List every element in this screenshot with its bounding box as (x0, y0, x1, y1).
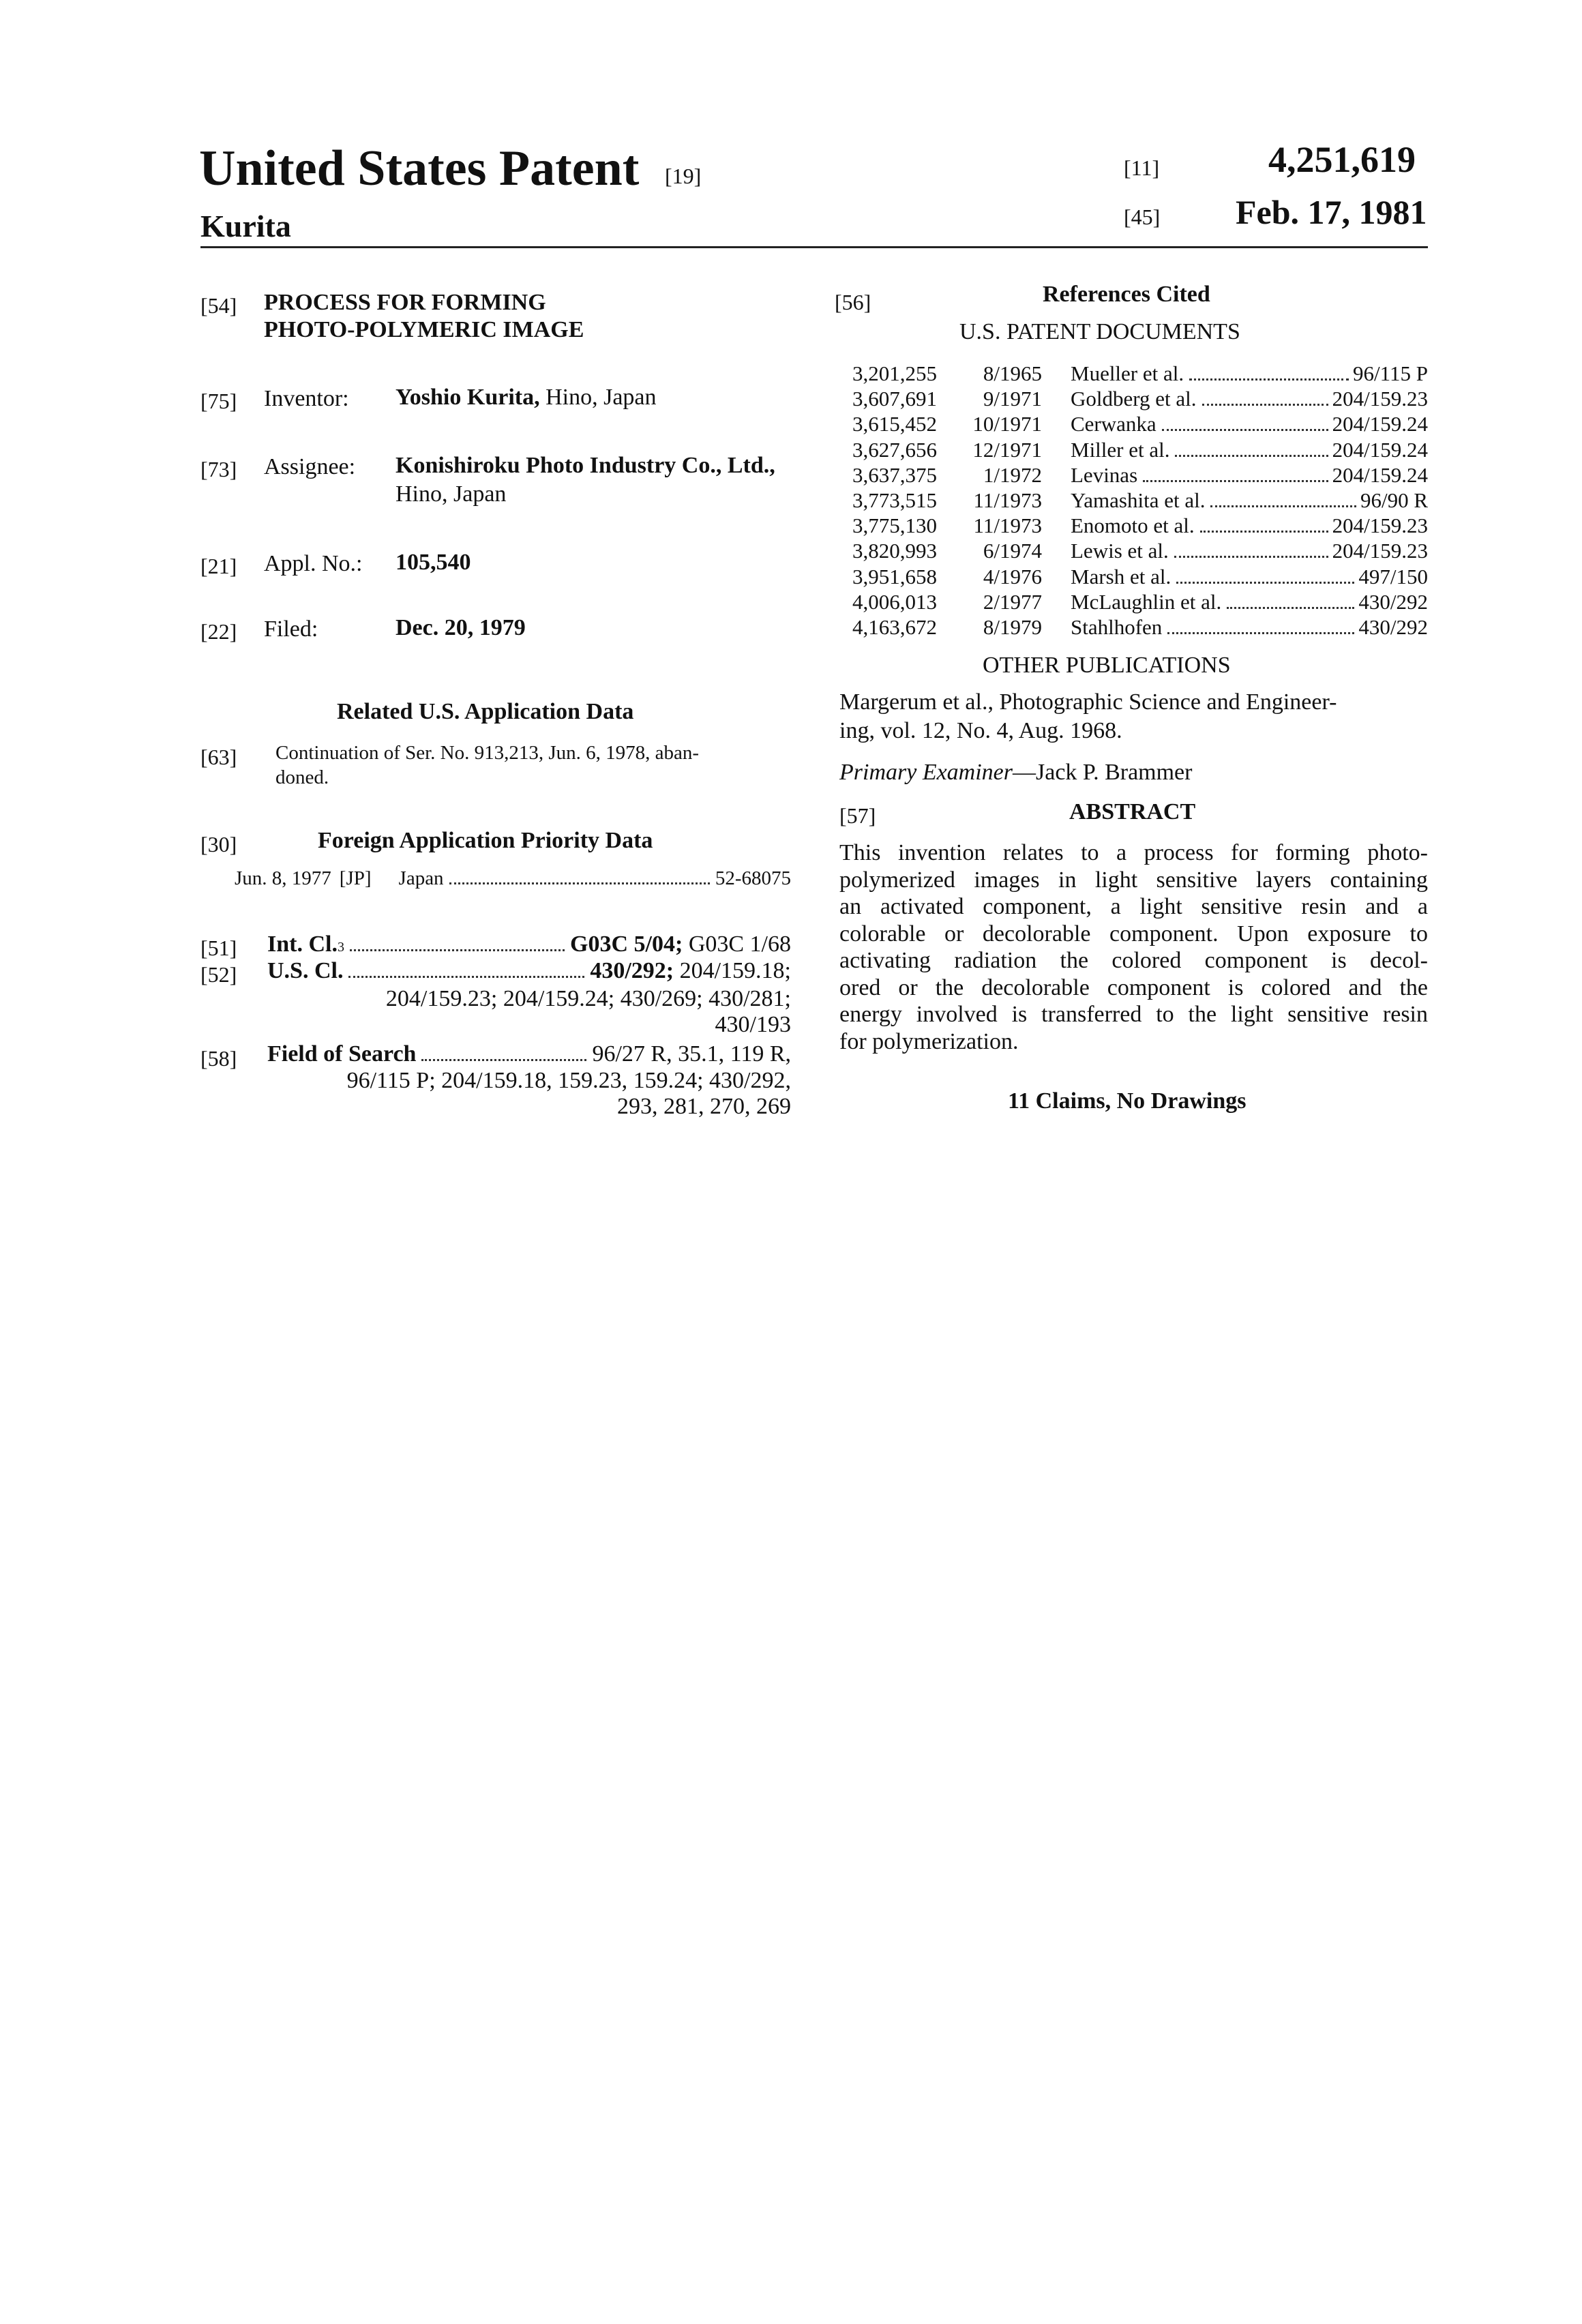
code-22: [22] (200, 619, 237, 644)
inventor-surname: Kurita (200, 208, 291, 244)
reference-class: 204/159.24 (1332, 412, 1428, 436)
filed-value: Dec. 20, 1979 (395, 615, 526, 641)
patent-number-code: [11] (1124, 155, 1159, 181)
us-cl-label: U.S. Cl. (267, 958, 343, 984)
reference-name: Cerwanka (1071, 412, 1156, 436)
abstract-line: an activated component, a light sensitive resin and a (839, 894, 1428, 920)
us-cl-row (267, 958, 791, 984)
reference-name: Lewis et al. (1071, 539, 1169, 563)
date-code: [45] (1124, 205, 1160, 230)
us-patent-documents-heading: U.S. PATENT DOCUMENTS (959, 319, 1240, 345)
abstract-line: colorable or decolorable component. Upon exposure to (839, 921, 1428, 947)
reference-number: 3,615,452 (852, 412, 953, 436)
patent-number: 4,251,619 (1268, 138, 1416, 181)
continuation-line2: doned. (275, 766, 329, 789)
claims-summary: 11 Claims, No Drawings (1008, 1088, 1246, 1114)
primary-examiner (839, 760, 1192, 786)
assignee-label: Assignee: (264, 454, 355, 480)
reference-date: 2/1977 (953, 590, 1042, 614)
reference-name: Mueller et al. (1071, 361, 1184, 386)
reference-date: 4/1976 (953, 565, 1042, 589)
abstract-line: polymerized images in light sensitive layers containing (839, 867, 1428, 893)
reference-date: 11/1973 (953, 488, 1042, 513)
reference-row (852, 438, 1428, 463)
int-cl-label: Int. Cl. (267, 932, 338, 957)
leader-dots (1227, 607, 1354, 609)
reference-number: 3,627,656 (852, 438, 953, 462)
examiner-label: Primary Examiner (839, 760, 1013, 785)
field-of-search-value: 96/27 R, 35.1, 119 R, (592, 1041, 791, 1067)
abstract-heading: ABSTRACT (1069, 799, 1195, 825)
field-of-search-line2: 96/115 P; 204/159.18, 159.23, 159.24; 430/292, (347, 1068, 791, 1094)
references-heading: References Cited (1043, 282, 1210, 308)
reference-number: 4,163,672 (852, 615, 953, 640)
leader-dots (348, 976, 584, 978)
reference-date: 8/1965 (953, 361, 1042, 386)
reference-row (852, 463, 1428, 488)
title-code: [19] (665, 164, 701, 189)
reference-class: 96/90 R (1360, 488, 1428, 513)
reference-name: Stahlhofen (1071, 615, 1162, 640)
foreign-priority-heading: Foreign Application Priority Data (318, 828, 653, 854)
reference-number: 3,773,515 (852, 488, 953, 513)
other-pub-line2: ing, vol. 12, No. 4, Aug. 1968. (839, 718, 1122, 744)
reference-date: 12/1971 (953, 438, 1042, 462)
reference-number: 3,951,658 (852, 565, 953, 589)
field-of-search-label: Field of Search (267, 1041, 416, 1067)
reference-name: Marsh et al. (1071, 565, 1171, 589)
leader-dots (449, 882, 710, 884)
leader-dots (1175, 455, 1328, 457)
reference-row (852, 565, 1428, 590)
reference-name: Yamashita et al. (1071, 488, 1205, 513)
code-52: [52] (200, 962, 237, 987)
reference-name: Goldberg et al. (1071, 387, 1197, 411)
leader-dots (1176, 582, 1354, 584)
header-rule (200, 246, 1428, 248)
assignee-name: Konishiroku Photo Industry Co., Ltd., (395, 453, 775, 479)
abstract-line: This invention relates to a process for forming photo- (839, 840, 1428, 866)
patent-title: United States Patent (199, 140, 639, 198)
reference-number: 3,201,255 (852, 361, 953, 386)
leader-dots (1174, 556, 1328, 558)
invention-title-line2: PHOTO-POLYMERIC IMAGE (264, 317, 584, 343)
reference-name: Enomoto et al. (1071, 513, 1195, 538)
reference-row (852, 412, 1428, 437)
reference-number: 3,637,375 (852, 463, 953, 488)
reference-name: Miller et al. (1071, 438, 1169, 462)
inventor-label: Inventor: (264, 386, 349, 412)
leader-dots (1162, 429, 1328, 431)
reference-row (852, 387, 1428, 412)
appl-no-label: Appl. No.: (264, 551, 363, 577)
examiner-name: —Jack P. Brammer (1013, 760, 1192, 785)
reference-class: 204/159.24 (1332, 438, 1428, 462)
priority-date: Jun. 8, 1977 (235, 867, 331, 890)
other-pub-line1: Margerum et al., Photographic Science and Engineer- (839, 689, 1337, 715)
code-75: [75] (200, 389, 237, 414)
us-cl-line2-text: 204/159.23; 204/159.24; 430/269; 430/281; (386, 986, 791, 1011)
reference-row (852, 539, 1428, 564)
code-51: [51] (200, 936, 237, 961)
filed-label: Filed: (264, 616, 318, 642)
code-58: [58] (200, 1046, 237, 1071)
us-cl-primary: 430/292; (590, 958, 674, 984)
reference-date: 6/1974 (953, 539, 1042, 563)
reference-class: 430/292 (1358, 590, 1428, 614)
reference-name: Levinas (1071, 463, 1137, 488)
other-publications-heading: OTHER PUBLICATIONS (983, 653, 1231, 679)
leader-dots (1143, 480, 1328, 482)
reference-number: 3,775,130 (852, 513, 953, 538)
leader-dots (1167, 632, 1354, 634)
reference-class: 204/159.24 (1332, 463, 1428, 488)
reference-class: 430/292 (1358, 615, 1428, 640)
int-cl-row (267, 932, 791, 957)
abstract-line: activating radiation the colored component is decol- (839, 948, 1428, 974)
reference-date: 11/1973 (953, 513, 1042, 538)
reference-date: 10/1971 (953, 412, 1042, 436)
us-cl-line3: 430/193 (715, 1012, 791, 1038)
reference-row (852, 361, 1428, 387)
code-54: [54] (200, 293, 237, 318)
reference-name: McLaughlin et al. (1071, 590, 1221, 614)
leader-dots (1202, 404, 1328, 406)
reference-number: 4,006,013 (852, 590, 953, 614)
reference-class: 497/150 (1358, 565, 1428, 589)
priority-country: Japan (399, 867, 444, 890)
us-cl-line2 (386, 986, 791, 1012)
foreign-priority-row (235, 867, 791, 890)
field-of-search-line3: 293, 281, 270, 269 (617, 1094, 791, 1120)
related-heading: Related U.S. Application Data (337, 699, 633, 725)
reference-number: 3,607,691 (852, 387, 953, 411)
int-cl-primary: G03C 5/04; (570, 932, 683, 957)
appl-no-value: 105,540 (395, 550, 471, 576)
code-21: [21] (200, 554, 237, 579)
continuation-line1: Continuation of Ser. No. 913,213, Jun. 6, 1978, aban- (275, 742, 699, 764)
reference-class: 204/159.23 (1332, 539, 1428, 563)
us-cl-secondary: 204/159.18; (674, 958, 791, 984)
priority-country-code: [JP] (340, 867, 372, 890)
patent-date: Feb. 17, 1981 (1236, 192, 1427, 232)
abstract-line: energy involved is transferred to the light sensitive resin (839, 1002, 1428, 1028)
reference-date: 1/1972 (953, 463, 1042, 488)
code-57: [57] (839, 803, 876, 829)
code-73: [73] (200, 457, 237, 482)
leader-dots (421, 1059, 586, 1061)
leader-dots (1189, 378, 1349, 381)
invention-title-line1: PROCESS FOR FORMING (264, 290, 546, 316)
code-56: [56] (835, 290, 871, 315)
reference-class: 204/159.23 (1332, 513, 1428, 538)
priority-number: 52-68075 (715, 867, 791, 890)
reference-row (852, 513, 1428, 539)
field-of-search-row (267, 1041, 791, 1067)
reference-row (852, 488, 1428, 513)
reference-class: 96/115 P (1353, 361, 1428, 386)
reference-date: 9/1971 (953, 387, 1042, 411)
abstract-line: ored or the decolorable component is colored and the (839, 975, 1428, 1001)
inventor-value (395, 385, 657, 411)
reference-number: 3,820,993 (852, 539, 953, 563)
inventor-location: Hino, Japan (546, 385, 656, 410)
reference-row (852, 590, 1428, 615)
leader-dots (1210, 505, 1356, 507)
int-cl-secondary: G03C 1/68 (683, 932, 791, 957)
abstract-line: for polymerization. (839, 1029, 1428, 1055)
code-63: [63] (200, 745, 237, 770)
assignee-location: Hino, Japan (395, 481, 506, 507)
reference-row (852, 615, 1428, 640)
int-cl-sup: 3 (338, 940, 344, 955)
reference-date: 8/1979 (953, 615, 1042, 640)
inventor-name: Yoshio Kurita, (395, 385, 540, 410)
code-30: [30] (200, 832, 237, 857)
reference-class: 204/159.23 (1332, 387, 1428, 411)
leader-dots (350, 949, 565, 951)
leader-dots (1200, 531, 1328, 533)
